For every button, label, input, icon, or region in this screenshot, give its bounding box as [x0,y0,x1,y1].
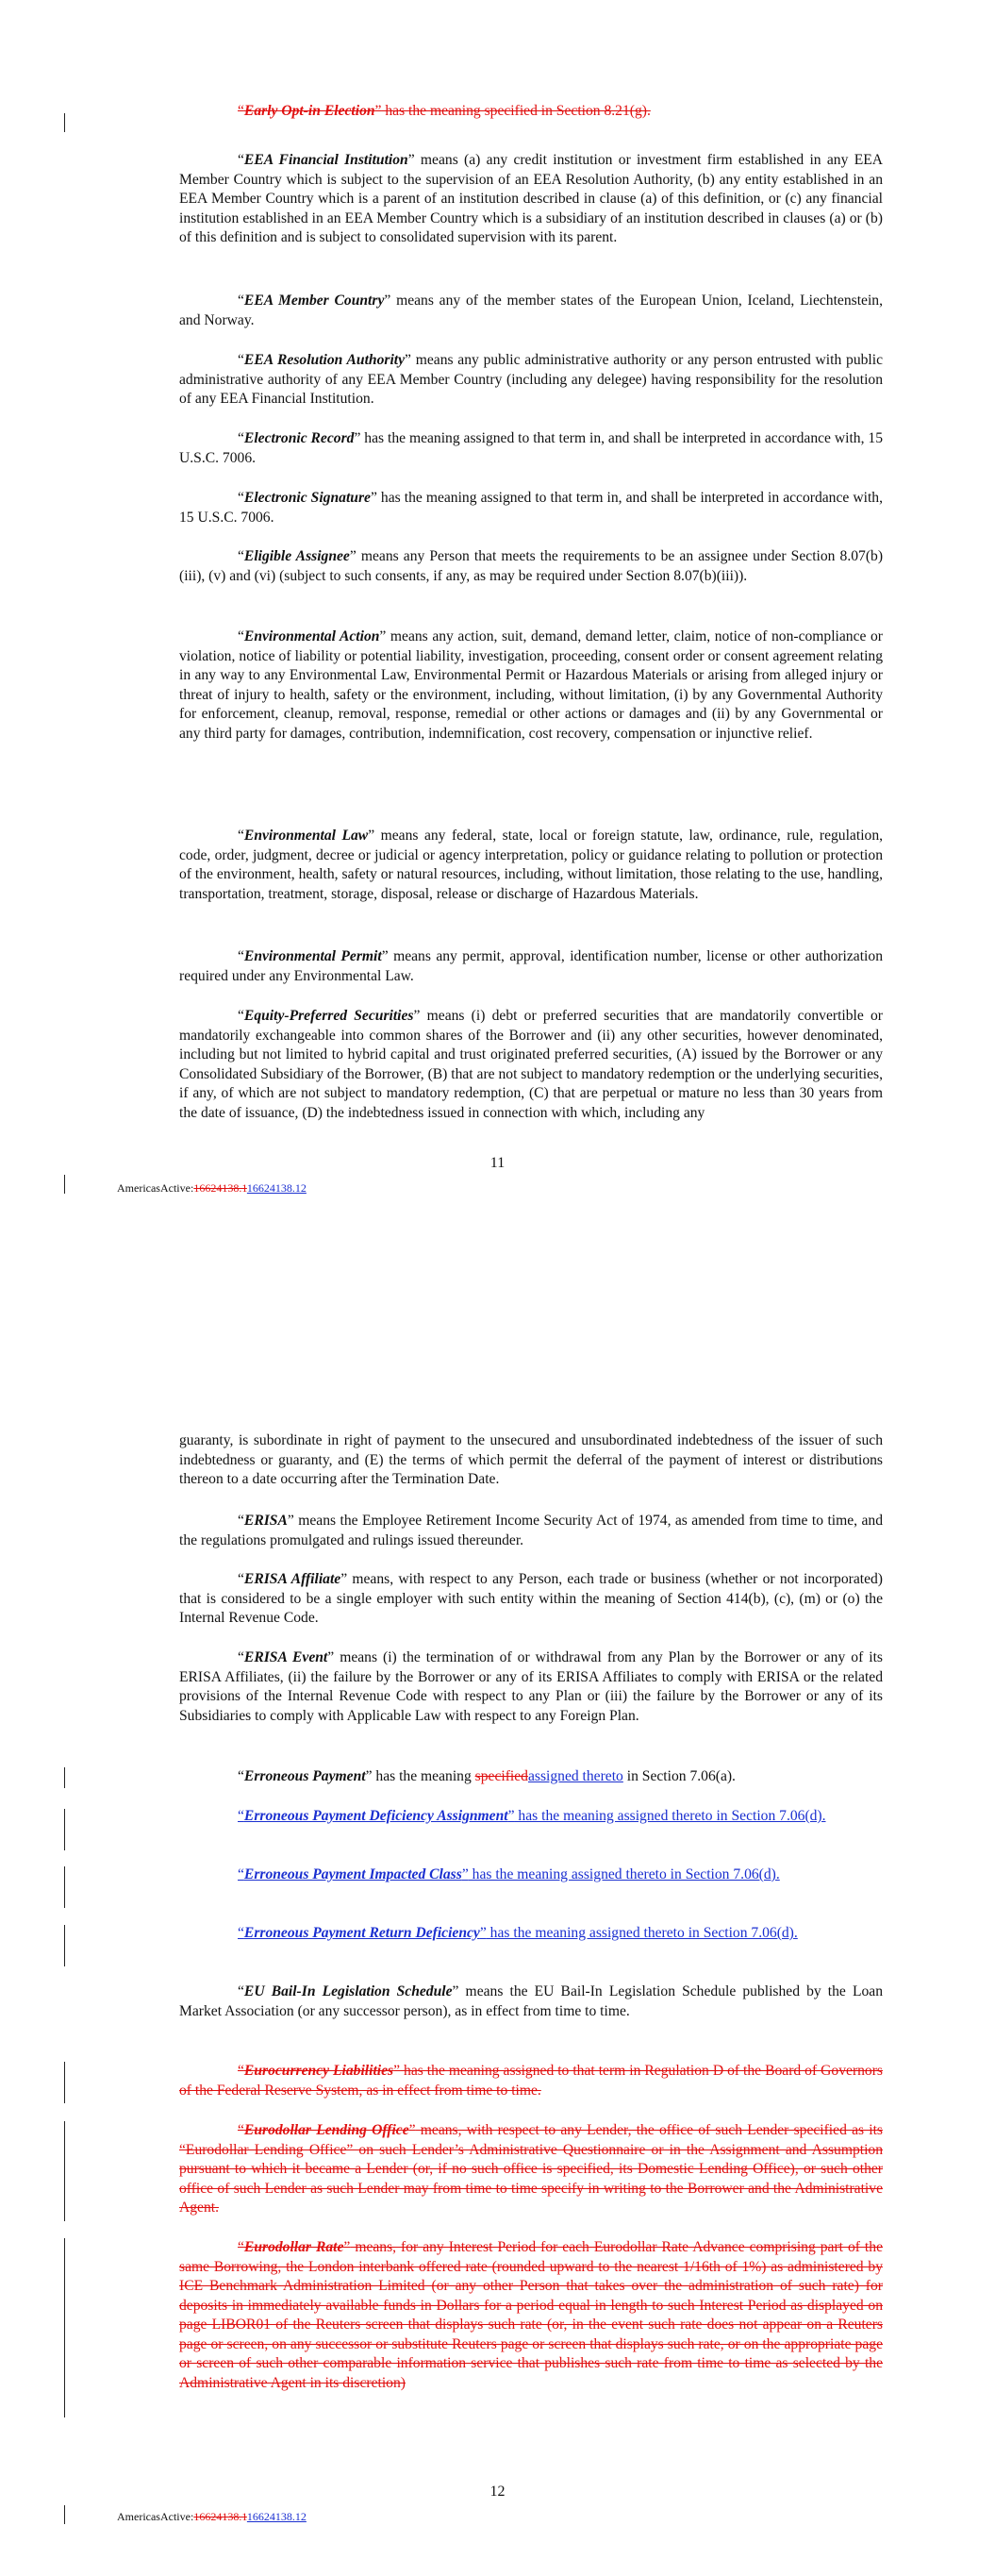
defined-term: ERISA [243,1513,288,1529]
footer-new-id: 16624138.12 [246,2510,307,2523]
definition-text: means the EU Bail-In Legislation Schedule published by the Loan Market Association (or any successor person), as in effect from time to time. [179,1983,884,2019]
defined-term: Erroneous Payment Deficiency Assignment [243,1808,508,1824]
definition-eea-member-country: “EEA Member Country” means any of the member states of the European Union, Iceland, Liechtenstein, and Norway. [179,293,883,328]
defined-term: EEA Financial Institution [243,152,408,168]
definition-early-opt-in-election: “Early Opt-in Election” has the meaning specified in Section 8.21(g). [238,103,651,119]
deleted-text: specified [474,1768,528,1784]
defined-term: EEA Member Country [243,293,385,309]
definition-electronic-record: “Electronic Record” has the meaning assigned to that term in, and shall be interpreted in accordance with, 15 U.S.C. 7006. [179,430,883,466]
definition-text: has the meaning assigned thereto in Section 7.06(d). [514,1808,826,1824]
defined-term: Erroneous Payment Impacted Class [243,1866,462,1882]
definition-environmental-permit: “Environmental Permit” means any permit, approval, identification number, license or other authorization required under any Environmental Law. [179,948,883,984]
definition-eurocurrency-liabilities: “Eurocurrency Liabilities” has the meaning assigned to that term in Regulation D of the Board of Governors of the Federal Reserve System, as in effect from time to time. [179,2063,883,2099]
definition-text: means any of the member states of the European Union, Iceland, Liechtenstein, and Norway. [179,293,883,328]
definition-text: means, with respect to any Person, each trade or business (whether or not incorporated) that is considered to be a single employer with such entity within the meaning of Section 414(b), (c), (m) or (o) the Internal Revenue Code. [179,1571,883,1626]
definition-environmental-action: “Environmental Action” means any action, suit, demand, demand letter, claim, notice of non-compliance or violation, notice of liability or potential liability, investigation, proceeding, consent order or consent agreement relating in any way to any Environmental Law, Environmental Permit or Hazardous Materials or arising from alleged injury or threat of injury to health, safety or the environment, including, without limitation, (i) by any Governmental Authority for enforcement, cleanup, removal, response, remedial or other actions or damages and (ii) by any Governmental or any third party for damages, contribution, indemnification, cost recovery, compensation or injunctive relief. [179,628,883,742]
definition-text: has the meaning assigned thereto in Section 7.06(d). [486,1925,798,1941]
change-bar [64,2505,65,2524]
definition-erroneous-payment-return-deficiency: “Erroneous Payment Return Deficiency” has the meaning assigned thereto in Section 7.06(d). [238,1925,798,1941]
definition-text: has the meaning assigned thereto in Section 7.06(d). [468,1866,780,1882]
change-bar [64,1866,65,1908]
inserted-text: assigned thereto [527,1768,623,1784]
defined-term: Environmental Action [243,628,380,644]
change-bar [64,1175,65,1194]
definition-erisa-event: “ERISA Event” means (i) the termination of or withdrawal from any Plan by the Borrower or any of its ERISA Affiliates, (ii) the failure by the Borrower or any of its ERISA Affiliates to comply with ERISA or the related provisions of the Internal Revenue Code with respect to any Plan or (iii) the failure by the Borrower or any of its Subsidiaries to comply with Applicable Law with respect to any Foreign Plan. [179,1649,883,1724]
document-footer [117,2510,307,2523]
definition-environmental-law: “Environmental Law” means any federal, state, local or foreign statute, law, ordinance, rule, regulation, code, order, judgment, decree or judicial or agency interpretation, policy or guidance relating to pollution or protection of the environment, health, safety or natural resources, including, without limitation, those relating to the use, handling, transportation, treatment, storage, disposal, release or discharge of Hazardous Materials. [179,828,884,902]
definition-erisa-affiliate: “ERISA Affiliate” means, with respect to any Person, each trade or business (whether or not incorporated) that is considered to be a single employer with such entity within the meaning of Section 414(b), (c), (m) or (o) the Internal Revenue Code. [179,1571,883,1626]
defined-term: Environmental Permit [243,948,382,964]
defined-term: Eurodollar Lending Office [243,2122,409,2138]
definition-text: has the meaning assigned to that term in Regulation D of the Board of Governors of the Federal Reserve System, as in effect from time to time. [179,2063,883,2099]
definition-text: means any Person that meets the requirements to be an assignee under Section 8.07(b)(iii), (v) and (vi) (subject to such consents, if any, as may be required under Section 8.07(b)(iii)). [179,548,884,584]
defined-term: Electronic Signature [243,490,371,506]
definition-text: means (a) any credit institution or investment firm established in any EEA Member Country which is subject to the supervision of an EEA Resolution Authority, (b) any entity established in an EEA Member Country which is a parent of an institution described in clause (a) of this definition, or (c) any financial institution established in an EEA Member Country which is a subsidiary of an institution described in clauses (a) or (b) of this definition and is subject to consolidated supervision with its parent. [179,152,883,245]
definition-eligible-assignee: “Eligible Assignee” means any Person that meets the requirements to be an assignee under Section 8.07(b)(iii), (v) and (vi) (subject to such consents, if any, as may be required under Section 8.07(b)(iii)). [179,548,884,584]
definition-text: means (i) the termination of or withdrawal from any Plan by the Borrower or any of its ERISA Affiliates, (ii) the failure by the Borrower or any of its ERISA Affiliates to comply with ERISA or the related provisions of the Internal Revenue Code with respect to any Plan or (iii) the failure by the Borrower or any of its Subsidiaries to comply with Applicable Law with respect to any Foreign Plan. [179,1649,883,1724]
definition-erisa: “ERISA” means the Employee Retirement Income Security Act of 1974, as amended from time to time, and the regulations promulgated and rulings issued thereunder. [179,1513,883,1548]
page-number: 12 [489,2484,506,2500]
change-bar [64,2121,65,2221]
definition-text: has the meaning [372,1768,475,1784]
definition-text: means, with respect to any Lender, the office of such Lender specified as its “Eurodollar Lending Office” on such Lender’s Administrative Questionnaire or in the Assignment and Assumption pursuant to which it became a Lender (or, if no such office is specified, its Domestic Lending Office), or such other office of such Lender as such Lender may from time to time specify in writing to the Borrower and the Administrative Agent. [179,2122,883,2216]
document-footer [117,1181,307,1195]
defined-term: Eurocurrency Liabilities [243,2063,394,2079]
definition-text: in Section 7.06(a). [622,1768,736,1784]
change-bar [64,1809,65,1850]
definition-erroneous-payment: “Erroneous Payment” has the meaning specifiedassigned thereto in Section 7.06(a). [238,1768,736,1784]
defined-term: Eligible Assignee [243,548,350,564]
footer-new-id: 16624138.12 [246,1181,307,1195]
change-bar [64,2062,65,2103]
page-11 [0,0,995,1208]
definition-text: means any federal, state, local or foreign statute, law, ordinance, rule, regulation, code, order, judgment, decree or judicial or agency interpretation, policy or guidance relating to pollution or protection of the environment, health, safety or natural resources, including, without limitation, those relating to the use, handling, transportation, treatment, storage, disposal, release or discharge of Hazardous Materials. [179,828,884,902]
definition-text: means, for any Interest Period for each Eurodollar Rate Advance comprising part of the same Borrowing, the London interbank offered rate (rounded upward to the nearest 1/16th of 1%) as administered by ICE Benchmark Administration Limited (or any other Person that takes over the administration of such rate) for deposits in immediately available funds in Dollars for a period equal in length to such Interest Period as displayed on page LIBOR01 of the Reuters screen that displays such rate (or, in the event such rate does not appear on a Reuters page or screen, on any successor or substitute Reuters page or screen that displays such rate, or on the appropriate page or screen of such other comparable information service that publishes such rate from time to time as selected by the Administrative Agent in its discretion) [179,2239,883,2391]
definition-eurodollar-lending-office: “Eurodollar Lending Office” means, with respect to any Lender, the office of such Lender specified as its “Eurodollar Lending Office” on such Lender’s Administrative Questionnaire or in the Assignment and Assumption pursuant to which it became a Lender (or, if no such office is specified, its Domestic Lending Office), or such other office of such Lender as such Lender may from time to time specify in writing to the Borrower and the Administrative Agent. [179,2122,883,2216]
defined-term: EEA Resolution Authority [243,352,406,368]
definition-erroneous-payment-deficiency-assignment: “Erroneous Payment Deficiency Assignment” has the meaning assigned thereto in Section 7.06(d). [238,1808,826,1824]
definition-eea-resolution-authority: “EEA Resolution Authority” means any public administrative authority or any person entrusted with public administrative authority of any EEA Member Country (including any delegee) having responsibility for the resolution of any EEA Financial Institution. [179,352,883,407]
footer-old-id: 16624138.1 [193,1181,247,1195]
definition-eu-bail-in-legislation-schedule: “EU Bail-In Legislation Schedule” means the EU Bail-In Legislation Schedule published by the Loan Market Association (or any successor person), as in effect from time to time. [179,1983,884,2019]
defined-term: EU Bail-In Legislation Schedule [243,1983,453,1999]
definition-text: means any permit, approval, identification number, license or other authorization required under any Environmental Law. [179,948,883,984]
definition-eurodollar-rate: “Eurodollar Rate” means, for any Interest Period for each Eurodollar Rate Advance comprising part of the same Borrowing, the London interbank offered rate (rounded upward to the nearest 1/16th of 1%) as administered by ICE Benchmark Administration Limited (or any other Person that takes over the administration of such rate) for deposits in immediately available funds in Dollars for a period equal in length to such Interest Period as displayed on page LIBOR01 of the Reuters screen that displays such rate (or, in the event such rate does not appear on a Reuters page or screen, on any successor or substitute Reuters page or screen that displays such rate, or on the appropriate page or screen of such other comparable information service that publishes such rate from time to time as selected by the Administrative Agent in its discretion) [179,2239,883,2391]
change-bar [64,113,65,132]
definition-text: means any action, suit, demand, demand letter, claim, notice of non-compliance or violation, notice of liability or potential liability, investigation, proceeding, consent order or consent agreement relating in any way to any Environmental Law, Environmental Permit or Hazardous Materials or arising from alleged injury or threat of injury to health, safety or the environment, including, without limitation, (i) by any Governmental Authority for enforcement, cleanup, removal, response, remedial or other actions or damages and (ii) by any Governmental or any third party for damages, contribution, indemnification, cost recovery, compensation or injunctive relief. [179,628,883,742]
change-bar [64,2238,65,2417]
definition-text: means (i) debt or preferred securities that are mandatorily convertible or mandatorily exchangeable into common shares of the Borrower and (ii) any other securities, however denominated, including but not limited to hybrid capital and trust originated preferred securities, (A) issued by the Borrower or any Consolidated Subsidiary of the Borrower, (B) that are not subject to mandatory redemption or the underlying securities, if any, of which are not subject to mandatory redemption, (C) that are perpetual or mature no less than 30 years from the date of issuance, (D) the indebtedness issued in connection with which, including any [179,1008,883,1121]
page-12 [0,1373,995,2576]
defined-term: Early Opt-in Election [243,103,375,119]
defined-term: Eurodollar Rate [243,2239,344,2255]
definition-erroneous-payment-impacted-class: “Erroneous Payment Impacted Class” has the meaning assigned thereto in Section 7.06(d). [238,1866,780,1882]
definition-eea-financial-institution: “EEA Financial Institution” means (a) any credit institution or investment firm established in any EEA Member Country which is subject to the supervision of an EEA Resolution Authority, (b) any entity established in an EEA Member Country which is a parent of an institution described in clause (a) of this definition, or (c) any financial institution established in an EEA Member Country which is a subsidiary of an institution described in clauses (a) or (b) of this definition and is subject to consolidated supervision with its parent. [179,152,883,245]
footer-prefix: AmericasActive: [117,1181,194,1195]
footer-old-id: 16624138.1 [193,2510,247,2523]
defined-term: ERISA Affiliate [243,1571,341,1587]
page-number: 11 [489,1155,506,1171]
change-bar [64,1925,65,1966]
definition-text: has the meaning assigned to that term in, and shall be interpreted in accordance with, 15 U.S.C. 7006. [179,430,883,466]
definition-text: has the meaning assigned to that term in, and shall be interpreted in accordance with, 15 U.S.C. 7006. [179,490,883,526]
defined-term: Erroneous Payment [243,1768,366,1784]
footer-prefix: AmericasActive: [117,2510,194,2523]
definition-text: means any public administrative authority or any person entrusted with public administrative authority of any EEA Member Country (including any delegee) having responsibility for the resolution of any EEA Financial Institution. [179,352,883,407]
change-bar [64,1767,65,1788]
definition-equity-preferred-securities: “Equity-Preferred Securities” means (i) debt or preferred securities that are mandatorily convertible or mandatorily exchangeable into common shares of the Borrower and (ii) any other securities, however denominated, including but not limited to hybrid capital and trust originated preferred securities, (A) issued by the Borrower or any Consolidated Subsidiary of the Borrower, (B) that are not subject to mandatory redemption or the underlying securities, if any, of which are not subject to mandatory redemption, (C) that are perpetual or mature no less than 30 years from the date of issuance, (D) the indebtedness issued in connection with which, including any [179,1008,883,1121]
definition-text: has the meaning specified in Section 8.21(g). [381,103,651,119]
defined-term: Electronic Record [243,430,355,446]
definition-text: means the Employee Retirement Income Security Act of 1974, as amended from time to time, and the regulations promulgated and rulings issued thereunder. [179,1513,883,1548]
definition-electronic-signature: “Electronic Signature” has the meaning assigned to that term in, and shall be interpreted in accordance with, 15 U.S.C. 7006. [179,490,883,526]
defined-term: Equity-Preferred Securities [243,1008,414,1024]
defined-term: Erroneous Payment Return Deficiency [243,1925,480,1941]
defined-term: Environmental Law [243,828,369,844]
continuation-paragraph: guaranty, is subordinate in right of payment to the unsecured and unsubordinated indebtedness of the issuer of such indebtedness or guaranty, and (E) the terms of which permit the deferral of the payment of interest or distributions thereon to a date occurring after the Termination Date. [179,1432,883,1487]
defined-term: ERISA Event [243,1649,328,1665]
